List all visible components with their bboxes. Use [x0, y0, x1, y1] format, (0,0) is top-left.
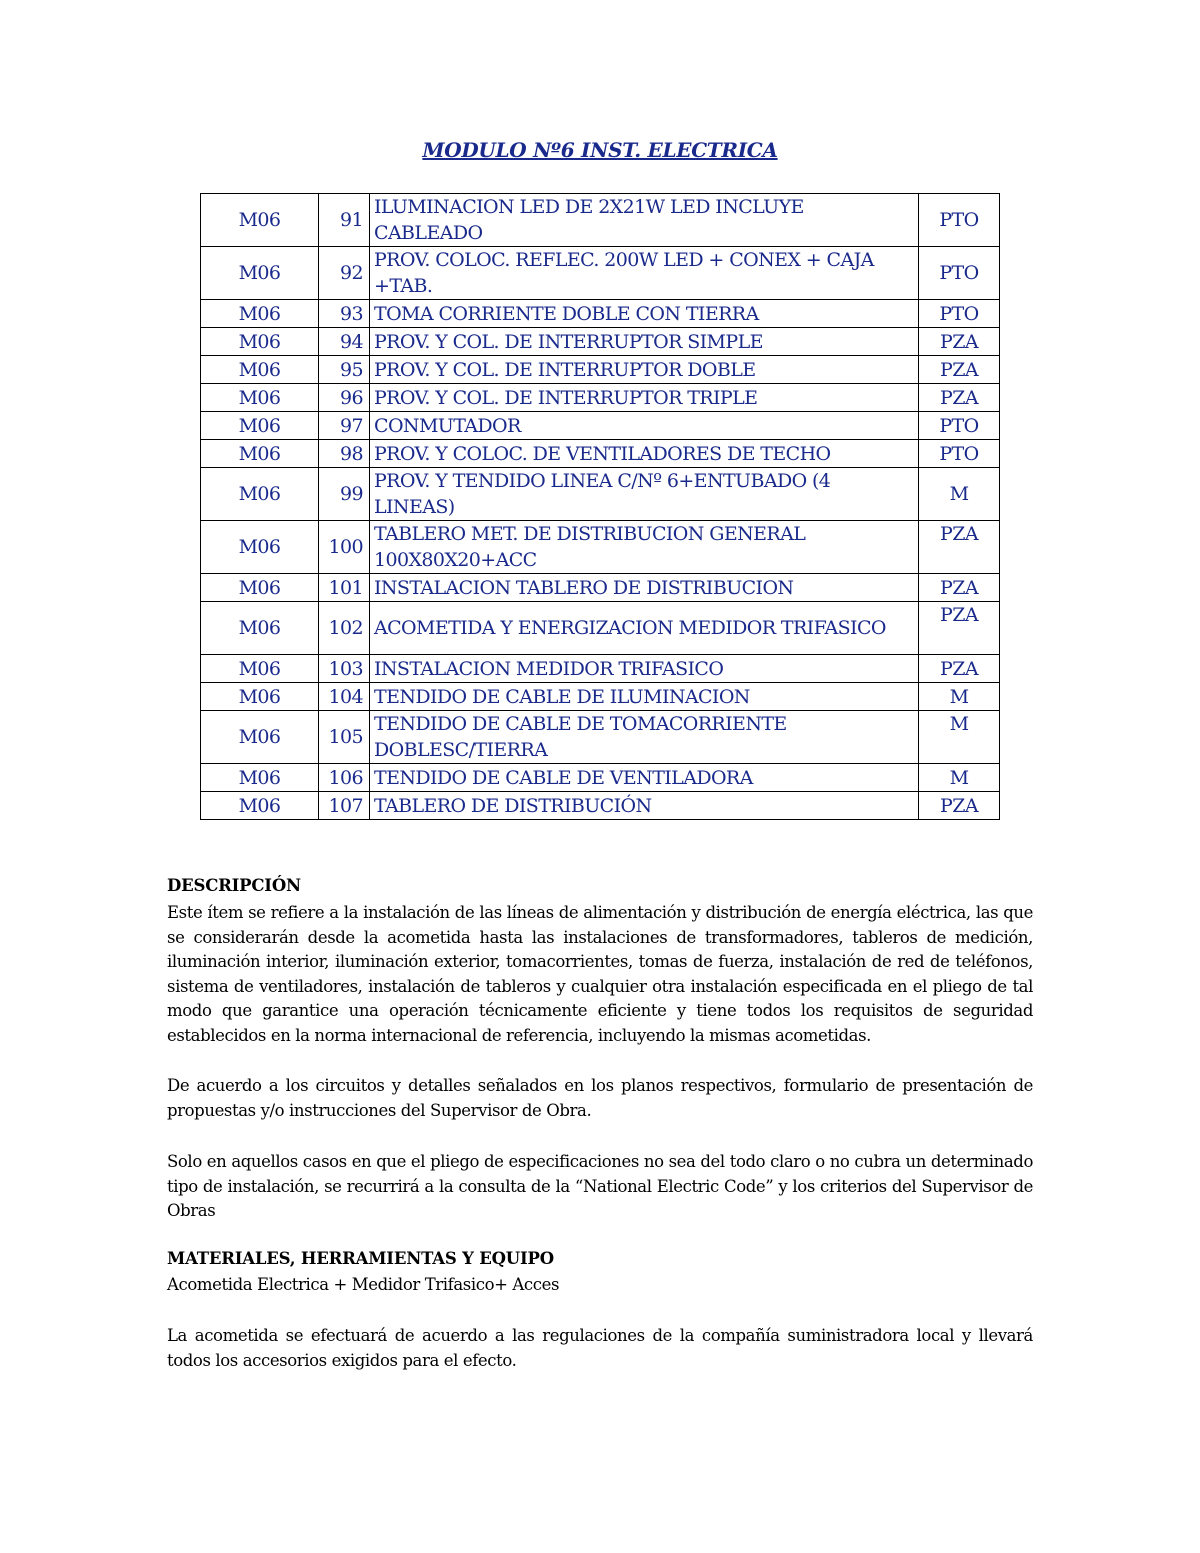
- item-code: M06: [201, 602, 319, 655]
- materiales-paragraph: La acometida se efectuará de acuerdo a las regulaciones de la compañía suministradora local y llevará todos los accesorios exigidos para el efecto.: [167, 1326, 1033, 1370]
- item-description: TABLERO MET. DE DISTRIBUCION GENERAL 100X80X20+ACC: [370, 521, 919, 574]
- item-number: 100: [319, 521, 370, 574]
- item-code: M06: [201, 194, 319, 247]
- item-unit: PTO: [919, 440, 1000, 468]
- item-unit: M: [919, 468, 1000, 521]
- table-row: [201, 521, 1000, 574]
- item-number: 95: [319, 356, 370, 384]
- item-description: INSTALACION MEDIDOR TRIFASICO: [370, 655, 919, 683]
- item-unit: M: [919, 711, 1000, 764]
- item-description: ILUMINACION LED DE 2X21W LED INCLUYE CABLEADO: [370, 194, 919, 247]
- item-code: M06: [201, 711, 319, 764]
- table-row: [201, 384, 1000, 412]
- item-unit: PZA: [919, 655, 1000, 683]
- item-number: 93: [319, 300, 370, 328]
- item-number: 104: [319, 683, 370, 711]
- item-description: PROV. Y COL. DE INTERRUPTOR TRIPLE: [370, 384, 919, 412]
- item-code: M06: [201, 574, 319, 602]
- item-number: 98: [319, 440, 370, 468]
- table-row: [201, 655, 1000, 683]
- item-number: 101: [319, 574, 370, 602]
- item-code: M06: [201, 328, 319, 356]
- descripcion-paragraph-1: Este ítem se refiere a la instalación de las líneas de alimentación y distribución de energía eléctrica, las que se considerarán desde la acometida hasta las instalaciones de transformadores, tableros de medición, iluminación interior, iluminación exterior, tomacorrientes, tomas de fuerza, instalación de red de teléfonos, sistema de ventiladores, instalación de tableros y cualquier otra instalación especificada en el pliego de tal modo que garantice una operación técnicamente eficiente y tiene todos los requisitos de seguridad establecidos en la norma internacional de referencia, incluyendo la mismas acometidas.: [167, 903, 1033, 1045]
- item-unit: PZA: [919, 602, 1000, 655]
- item-description: INSTALACION TABLERO DE DISTRIBUCION: [370, 574, 919, 602]
- item-description: TENDIDO DE CABLE DE TOMACORRIENTE DOBLESC/TIERRA: [370, 711, 919, 764]
- item-code: M06: [201, 412, 319, 440]
- item-description: TENDIDO DE CABLE DE ILUMINACION: [370, 683, 919, 711]
- table-row: [201, 412, 1000, 440]
- item-number: 91: [319, 194, 370, 247]
- table-row: [201, 574, 1000, 602]
- materiales-heading: MATERIALES, HERRAMIENTAS Y EQUIPO: [167, 1249, 554, 1268]
- item-unit: M: [919, 683, 1000, 711]
- items-table: [200, 193, 1000, 820]
- item-number: 97: [319, 412, 370, 440]
- item-code: M06: [201, 683, 319, 711]
- item-description: TOMA CORRIENTE DOBLE CON TIERRA: [370, 300, 919, 328]
- item-unit: PTO: [919, 194, 1000, 247]
- item-unit: PZA: [919, 328, 1000, 356]
- table-row: [201, 328, 1000, 356]
- descripcion-paragraph-2: De acuerdo a los circuitos y detalles señalados en los planos respectivos, formulario de presentación de propuestas y/o instrucciones del Supervisor de Obra.: [167, 1076, 1033, 1120]
- item-code: M06: [201, 521, 319, 574]
- item-number: 106: [319, 764, 370, 792]
- item-number: 99: [319, 468, 370, 521]
- item-code: M06: [201, 764, 319, 792]
- item-number: 102: [319, 602, 370, 655]
- item-unit: PZA: [919, 356, 1000, 384]
- page-title: MODULO Nº6 INST. ELECTRICA: [422, 138, 778, 162]
- item-unit: PTO: [919, 300, 1000, 328]
- item-unit: PTO: [919, 412, 1000, 440]
- item-number: 107: [319, 792, 370, 820]
- materiales-line: Acometida Electrica + Medidor Trifasico+ Acces: [167, 1275, 560, 1294]
- item-code: M06: [201, 384, 319, 412]
- item-code: M06: [201, 300, 319, 328]
- item-unit: PZA: [919, 384, 1000, 412]
- item-code: M06: [201, 468, 319, 521]
- item-description: PROV. Y COL. DE INTERRUPTOR DOBLE: [370, 356, 919, 384]
- item-description: TENDIDO DE CABLE DE VENTILADORA: [370, 764, 919, 792]
- table-row: [201, 683, 1000, 711]
- item-number: 103: [319, 655, 370, 683]
- table-row: [201, 711, 1000, 764]
- item-description: PROV. COLOC. REFLEC. 200W LED + CONEX + CAJA +TAB.: [370, 247, 919, 300]
- item-unit: PZA: [919, 574, 1000, 602]
- item-description: PROV. Y COL. DE INTERRUPTOR SIMPLE: [370, 328, 919, 356]
- table-row: [201, 247, 1000, 300]
- item-description: CONMUTADOR: [370, 412, 919, 440]
- table-row: [201, 356, 1000, 384]
- item-description: PROV. Y COLOC. DE VENTILADORES DE TECHO: [370, 440, 919, 468]
- descripcion-paragraph-3: Solo en aquellos casos en que el pliego de especificaciones no sea del todo claro o no cubra un determinado tipo de instalación, se recurrirá a la consulta de la “National Electric Code” y los criterios del Supervisor de Obras: [167, 1152, 1033, 1221]
- item-code: M06: [201, 792, 319, 820]
- item-unit: PTO: [919, 247, 1000, 300]
- item-description: TABLERO DE DISTRIBUCIÓN: [370, 792, 919, 820]
- table-row: [201, 602, 1000, 655]
- item-number: 92: [319, 247, 370, 300]
- item-code: M06: [201, 655, 319, 683]
- table-row: [201, 468, 1000, 521]
- table-row: [201, 764, 1000, 792]
- table-row: [201, 300, 1000, 328]
- item-number: 96: [319, 384, 370, 412]
- table-row: [201, 440, 1000, 468]
- item-description: PROV. Y TENDIDO LINEA C/Nº 6+ENTUBADO (4 LINEAS): [370, 468, 919, 521]
- item-unit: PZA: [919, 521, 1000, 574]
- item-code: M06: [201, 356, 319, 384]
- item-code: M06: [201, 247, 319, 300]
- item-code: M06: [201, 440, 319, 468]
- table-row: [201, 194, 1000, 247]
- item-unit: PZA: [919, 792, 1000, 820]
- item-description: ACOMETIDA Y ENERGIZACION MEDIDOR TRIFASICO: [370, 602, 919, 655]
- descripcion-heading: DESCRIPCIÓN: [167, 876, 301, 895]
- item-number: 94: [319, 328, 370, 356]
- table-row: [201, 792, 1000, 820]
- item-unit: M: [919, 764, 1000, 792]
- item-number: 105: [319, 711, 370, 764]
